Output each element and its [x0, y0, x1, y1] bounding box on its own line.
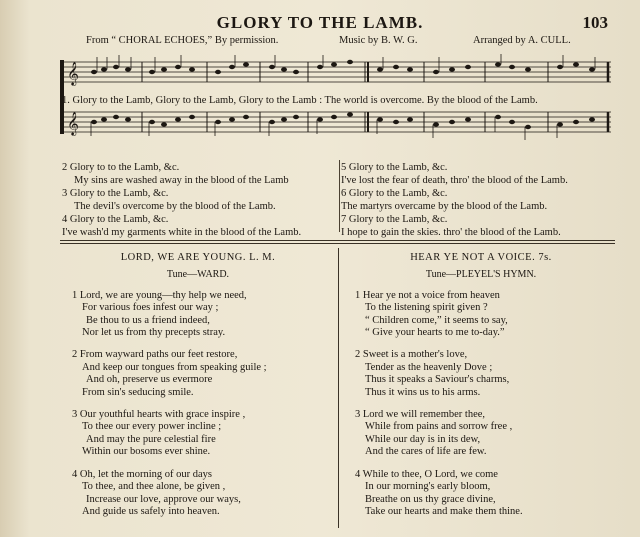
- verse-line: The devil's overcome by the blood of the Lamb.: [74, 200, 276, 212]
- verse-line: 2 Glory to to the Lamb, &c.: [62, 162, 180, 173]
- hymn-divider: [338, 248, 339, 528]
- verses-left-column: [62, 162, 340, 241]
- stanza: [64, 409, 332, 459]
- stanza-line: 2 Sweet is a mother's love,: [355, 349, 468, 361]
- stanza-line: Tender as the heavenly Dove ;: [365, 361, 493, 373]
- stanza-line: From sin's seducing smile.: [82, 386, 194, 398]
- stanza-line: And may the pure celestial fire: [86, 433, 216, 445]
- verse-line: The martyrs overcame by the blood of the Lamb.: [341, 200, 548, 212]
- verse-6: [341, 188, 621, 213]
- stanza-line: While our day is in its dew,: [365, 433, 481, 445]
- verse-line: 3 Glory to the Lamb, &c.: [62, 188, 169, 200]
- stanza-line: “ Give your hearts to me to-day.”: [365, 327, 505, 339]
- verse-line: My sins are washed away in the blood of the Lamb: [74, 174, 289, 186]
- stanza-line: And keep our tongues from speaking guile ;: [82, 361, 267, 373]
- verse-line: 6 Glory to the Lamb, &c.: [341, 188, 448, 200]
- credit-arranger: Arranged by A. CULL.: [473, 35, 571, 46]
- upper-staff: [64, 62, 611, 82]
- stanza-line: Nor let us from thy precepts stray.: [82, 327, 226, 339]
- stanza-line: 1 Hear ye not a voice from heaven: [355, 289, 500, 301]
- verse-4: [62, 214, 340, 239]
- verse-divider: [339, 160, 340, 232]
- verse-7: [341, 214, 621, 239]
- verse-line: I hope to gain the skies. thro' the blood of the Lamb.: [341, 226, 561, 238]
- stanza-line: Within our bosoms ever shine.: [82, 446, 211, 458]
- stanza-line: “ Children come,” it seems to say,: [365, 314, 508, 326]
- treble-clef-lower-icon: 𝄞: [67, 111, 79, 135]
- stanza-line: While from pains and sorrow free ,: [365, 421, 513, 433]
- stanza: [347, 409, 615, 459]
- credit-composer: Music by B. W. G.: [339, 35, 418, 46]
- stanza: [64, 290, 332, 340]
- stanza-line: Be thou to us a friend indeed,: [86, 314, 210, 326]
- hymn-tune: Tune—WARD.: [166, 269, 230, 281]
- verse-3: [62, 188, 340, 213]
- hymn-title: HEAR YE NOT A VOICE. 7s.: [410, 252, 552, 263]
- stanza-line: 3 Our youthful hearts with grace inspire ,: [72, 409, 246, 421]
- stanza: [64, 349, 332, 399]
- verse-line: 4 Glory to the Lamb, &c.: [62, 214, 169, 226]
- verse-2: [62, 162, 340, 187]
- verses-right-column: [341, 162, 621, 241]
- stanza-line: 2 From wayward paths our feet restore,: [72, 349, 238, 361]
- page-title: GLORY TO THE LAMB.: [216, 13, 424, 32]
- verse-line: I've wash'd my garments white in the blood of the Lamb.: [62, 226, 302, 238]
- credit-source: From “ CHORAL ECHOES,” By permission.: [86, 35, 279, 46]
- treble-clef-icon: 𝄞: [67, 61, 79, 85]
- hymn-lord-we-are-young: [64, 252, 332, 528]
- stanza-line: And the cares of life are few.: [365, 446, 487, 458]
- verse-line: 5 Glory to the Lamb, &c.: [341, 162, 448, 173]
- stanza: [347, 469, 615, 519]
- stanza-line: 4 Oh, let the morning of our days: [72, 468, 212, 480]
- first-verse-lyric: 1. Glory to the Lamb, Glory to the Lamb, Glory to the Lamb : The world is overcome. By the blood of the Lamb.: [62, 95, 538, 106]
- stanza-line: Thus it wins us to his arms.: [365, 386, 481, 398]
- stanza: [347, 349, 615, 399]
- section-rule: [60, 243, 615, 244]
- stanza-line: Take our hearts and make them thine.: [365, 505, 523, 517]
- hymn-hear-ye-not-a-voice: [347, 252, 615, 528]
- stanza-line: In our morning's early bloom,: [365, 481, 491, 493]
- stanza-line: 1 Lord, we are young—thy help we need,: [72, 289, 247, 301]
- section-rule: [60, 240, 615, 241]
- stanza-line: 3 Lord we will remember thee,: [355, 409, 486, 421]
- page-number: 103: [582, 13, 608, 32]
- verse-5: [341, 162, 621, 187]
- stanza-line: Breathe on us thy grace divine,: [365, 493, 496, 505]
- stanza-line: Thus it speaks a Saviour's charms,: [365, 374, 510, 386]
- stanza-line: For various foes infest our way ;: [82, 302, 219, 314]
- stanza-line: And guide us safely into heaven.: [82, 505, 220, 517]
- stanza-line: To the listening spirit given ?: [365, 302, 488, 314]
- stanza-line: To thee, and thee alone, be given ,: [82, 481, 226, 493]
- hymn-tune: Tune—PLEYEL'S HYMN.: [425, 269, 537, 281]
- stanza-line: 4 While to thee, O Lord, we come: [355, 468, 498, 480]
- stanza-line: And oh, preserve us evermore: [86, 374, 213, 386]
- stanza: [347, 290, 615, 340]
- hymn-title: LORD, WE ARE YOUNG. L. M.: [120, 252, 276, 263]
- stanza-line: To thee our every power incline ;: [82, 421, 222, 433]
- stanza-line: Increase our love, approve our ways,: [86, 493, 241, 505]
- verse-line: 7 Glory to the Lamb, &c.: [341, 214, 448, 226]
- verse-line: I've lost the fear of death, thro' the blood of the Lamb.: [341, 174, 568, 186]
- stanza: [64, 469, 332, 519]
